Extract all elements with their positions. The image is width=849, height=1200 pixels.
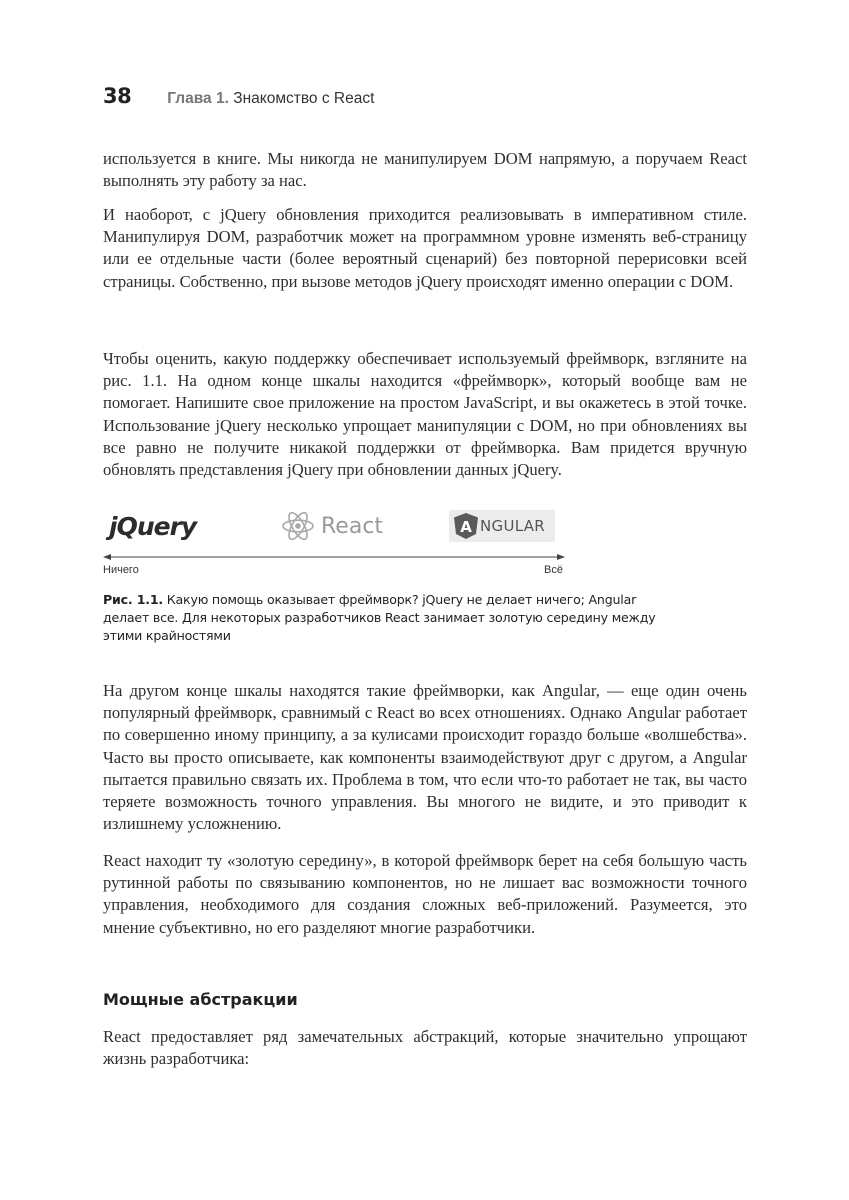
paragraph: Чтобы оценить, какую поддержку обеспечивает используемый фреймворк, взгляните на рис. 1.1. На одном конце шкалы находится «фреймворк», который вообще вам не помогает. Напишите свое приложение на простом JavaScript, и вы окажетесь в этой точке. Использование jQuery несколько упрощает манипуляции с DOM, но при обновлениях вы все равно не получите никакой поддержки от фреймворка. Вам придется вручную обновлять представления jQuery при обновлении данных jQuery. (103, 349, 747, 480)
scale-axis (103, 552, 565, 562)
running-header (103, 84, 374, 108)
arrow-right-icon (557, 554, 565, 560)
paragraph: На другом конце шкалы находятся такие фреймворки, как Angular, — еще один очень популярный фреймворк, сравнимый с React во всех отношениях. Однако Angular работает по совершенно иному принципу, а за кулисами происходит гораздо больше «волшебства». Часто вы просто описываете, как компоненты взаимодействуют друг с другом, а Angular пытается правильно связать их. Проблема в том, что если что-то работает не так, вы часто теряете возможность точного управления. Вы многого не видите, и это приводит к излишнему усложнению. (103, 681, 747, 834)
paragraph: React находит ту «золотую середину», в которой фреймворк берет на себя большую часть рутинной работы по связыванию компонентов, но не лишает вас возможности точного управления, необходимого для создания сложных веб-приложений. Разумеется, это мнение субъективно, но его разделяют многие разработчики. (103, 851, 747, 937)
figure-caption (103, 591, 663, 645)
axis-label-left: Ничего (103, 564, 139, 576)
jquery-logo (109, 512, 196, 541)
react-atom-icon (281, 510, 315, 542)
chapter-label: Глава 1. (167, 90, 229, 107)
section-heading: Мощные абстракции (103, 990, 298, 1009)
paragraph: И наоборот, с jQuery обновления приходится реализовывать в императивном стиле. Манипулируя DOM, разработчик может на программном уровне изменять веб-страницу или ее отдельные части (более вероятный сценарий) без повторной перерисовки всей страницы. Собственно, при вызове методов jQuery происходят именно операции с DOM. (103, 205, 747, 291)
jquery-logo-text: jQuery (109, 512, 197, 541)
caption-text: Какую помощь оказывает фреймворк? jQuery не делает ничего; Angular делает все. Для некоторых разработчиков React занимает золотую середину между этими крайностями (103, 592, 656, 643)
chapter-title: Знакомство с React (233, 90, 375, 107)
paragraph: React предоставляет ряд замечательных абстракций, которые значительно упрощают жизнь разработчика: (103, 1027, 747, 1069)
angular-logo (449, 510, 555, 542)
figure-framework-scale (103, 508, 565, 578)
angular-letter: A (460, 518, 472, 536)
react-logo (281, 510, 383, 542)
react-logo-text: React (321, 513, 384, 539)
chapter-heading (167, 90, 374, 108)
arrow-left-icon (103, 554, 111, 560)
caption-label: Рис. 1.1. (103, 592, 163, 607)
angular-logo-text: NGULAR (480, 517, 546, 535)
axis-label-right: Всё (544, 564, 563, 576)
paragraph: используется в книге. Мы никогда не манипулируем DOM напрямую, а поручаем React выполнять эту работу за нас. (103, 149, 747, 191)
angular-shield-icon (453, 512, 479, 540)
page-number: 38 (103, 84, 132, 108)
